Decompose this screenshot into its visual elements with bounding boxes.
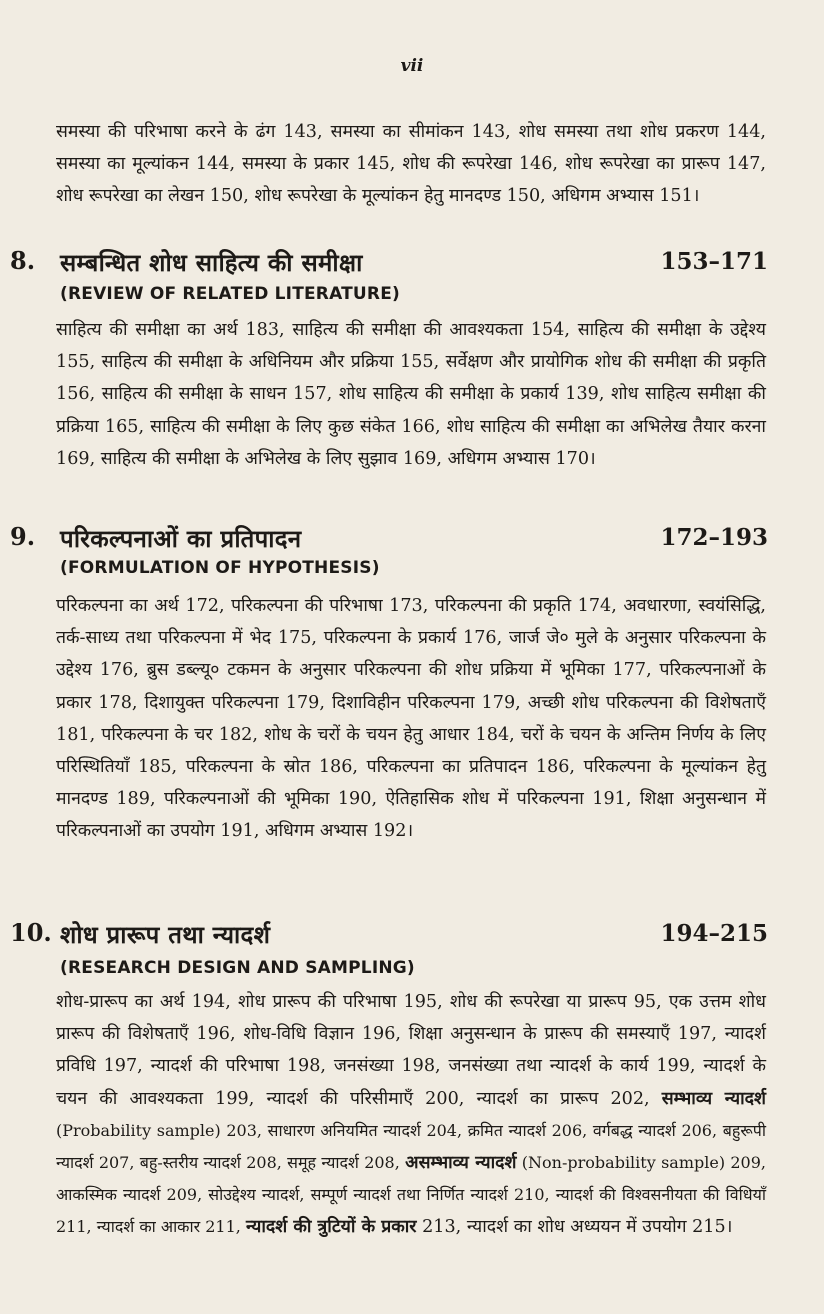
chapter-10-bold-term: सम्भाव्य न्यादर्श: [661, 1087, 766, 1109]
chapter-8-number: 8.: [10, 246, 36, 275]
chapter-9-page-range: 172–193: [660, 524, 768, 551]
chapter-8-page-range: 153–171: [660, 248, 768, 275]
chapter-9-number: 9.: [10, 522, 36, 551]
chapter-9-title-english: (FORMULATION OF HYPOTHESIS): [60, 558, 380, 578]
chapter-10-bold-term: असम्भाव्य न्यादर्श: [405, 1152, 517, 1174]
chapter-10-bold-term: न्यादर्श की त्रुटियों के प्रकार: [245, 1216, 417, 1238]
chapter-9-title-hindi: परिकल्पनाओं का प्रतिपादन: [60, 524, 302, 553]
chapter-8-heading: [10, 246, 768, 282]
chapter-10-content: [56, 986, 766, 1244]
chapter-9-content: परिकल्पना का अर्थ 172, परिकल्पना की परिभाषा 173, परिकल्पना की प्रकृति 174, अवधारणा, स्वयंसिद्धि, तर्क-साध्य तथा परिकल्पना में भेद 175, परिकल्पना के प्रकार्य 176, जार्ज जे० मुले के अनुसार परिकल्पना के उद्देश्य 176, ब्रुस डब्ल्यू० टकमन के अनुसार परिकल्पना की शोध प्रक्रिया में भूमिका 177, परिकल्पनाओं के प्रकार 178, दिशायुक्त परिकल्पना 179, दिशाविहीन परिकल्पना 179, अच्छी शोध परिकल्पना की विशेषताएँ 181, परिकल्पना के चर 182, शोध के चरों के चयन हेतु आधार 184, चरों के चयन के अन्तिम निर्णय के लिए परिस्थितियाँ 185, परिकल्पना के स्रोत 186, परिकल्पना का प्रतिपादन 186, परिकल्पना के मूल्यांकन हेतु मानदण्ड 189, परिकल्पनाओं की भूमिका 190, ऐतिहासिक शोध में परिकल्पना 191, शिक्षा अनुसन्धान में परिकल्पनाओं का उपयोग 191, अधिगम अभ्यास 192।: [56, 596, 766, 842]
chapter-10-number: 10.: [10, 918, 52, 947]
chapter-10-text: (Non-probability sample) 209, आकस्मिक न्यादर्श 209, सोउद्देश्य न्यादर्श, सम्पूर्ण न्यादर्श तथा निर्णित न्यादर्श 210, न्यादर्श की विश्वसनीयता की विधियाँ 211, न्यादर्श का आकार 211,: [56, 1153, 766, 1237]
chapter-10-title-english: (RESEARCH DESIGN AND SAMPLING): [60, 958, 415, 978]
chapter-10-title-hindi: शोध प्रारूप तथा न्यादर्श: [60, 920, 271, 949]
page-number: vii: [400, 56, 424, 76]
chapter-10-heading: [10, 918, 768, 954]
chapter-8-title-english: (REVIEW OF RELATED LITERATURE): [60, 284, 400, 304]
chapter-10-text: (Probability sample) 203, साधारण अनियमित न्यादर्श 204, क्रमित न्यादर्श 206, वर्गबद्ध न्यादर्श 206, बहुरूपी न्यादर्श 207, बहु-स्तरीय न्यादर्श 208, समूह न्यादर्श 208,: [56, 1120, 766, 1173]
intro-paragraph: समस्या की परिभाषा करने के ढंग 143, समस्या का सीमांकन 143, शोध समस्या तथा शोध प्रकरण 144, समस्या का मूल्यांकन 144, समस्या के प्रकार 145, शोध की रूपरेखा 146, शोध रूपरेखा का प्रारूप 147, शोध रूपरेखा का लेखन 150, शोध रूपरेखा के मूल्यांकन हेतु मानदण्ड 150, अधिगम अभ्यास 151।: [56, 122, 766, 207]
chapter-8-content: साहित्य की समीक्षा का अर्थ 183, साहित्य की समीक्षा की आवश्यकता 154, साहित्य की समीक्षा के उद्देश्य 155, साहित्य की समीक्षा के अधिनियम और प्रक्रिया 155, सर्वेक्षण और प्रायोगिक शोध की समीक्षा की प्रकृति 156, साहित्य की समीक्षा के साधन 157, शोध साहित्य की समीक्षा के प्रकार्य 139, शोध साहित्य समीक्षा की प्रक्रिया 165, साहित्य की समीक्षा के लिए कुछ संकेत 166, शोध साहित्य की समीक्षा का अभिलेख तैयार करना 169, साहित्य की समीक्षा के अभिलेख के लिए सुझाव 169, अधिगम अभ्यास 170।: [56, 320, 766, 469]
chapter-10-page-range: 194–215: [660, 920, 768, 947]
chapter-10-text: 213, न्यादर्श का शोध अध्ययन में उपयोग 215।: [416, 1217, 733, 1238]
chapter-10-text: शोध-प्रारूप का अर्थ 194, शोध प्रारूप की परिभाषा 195, शोध की रूपरेखा या प्रारूप 95, एक उत्तम शोध प्रारूप की विशेषताएँ 196, शोध-विधि विज्ञान 196, शिक्षा अनुसन्धान के प्रारूप की समस्याएँ 197, न्यादर्श प्रविधि 197, न्यादर्श की परिभाषा 198, जनसंख्या 198, जनसंख्या तथा न्यादर्श के कार्य 199, न्यादर्श के चयन की आवश्यकता 199, न्यादर्श की परिसीमाएँ 200, न्यादर्श का प्रारूप 202,: [56, 992, 766, 1109]
chapter-8-title-hindi: सम्बन्धित शोध साहित्य की समीक्षा: [60, 248, 363, 277]
chapter-9-heading: [10, 522, 768, 558]
